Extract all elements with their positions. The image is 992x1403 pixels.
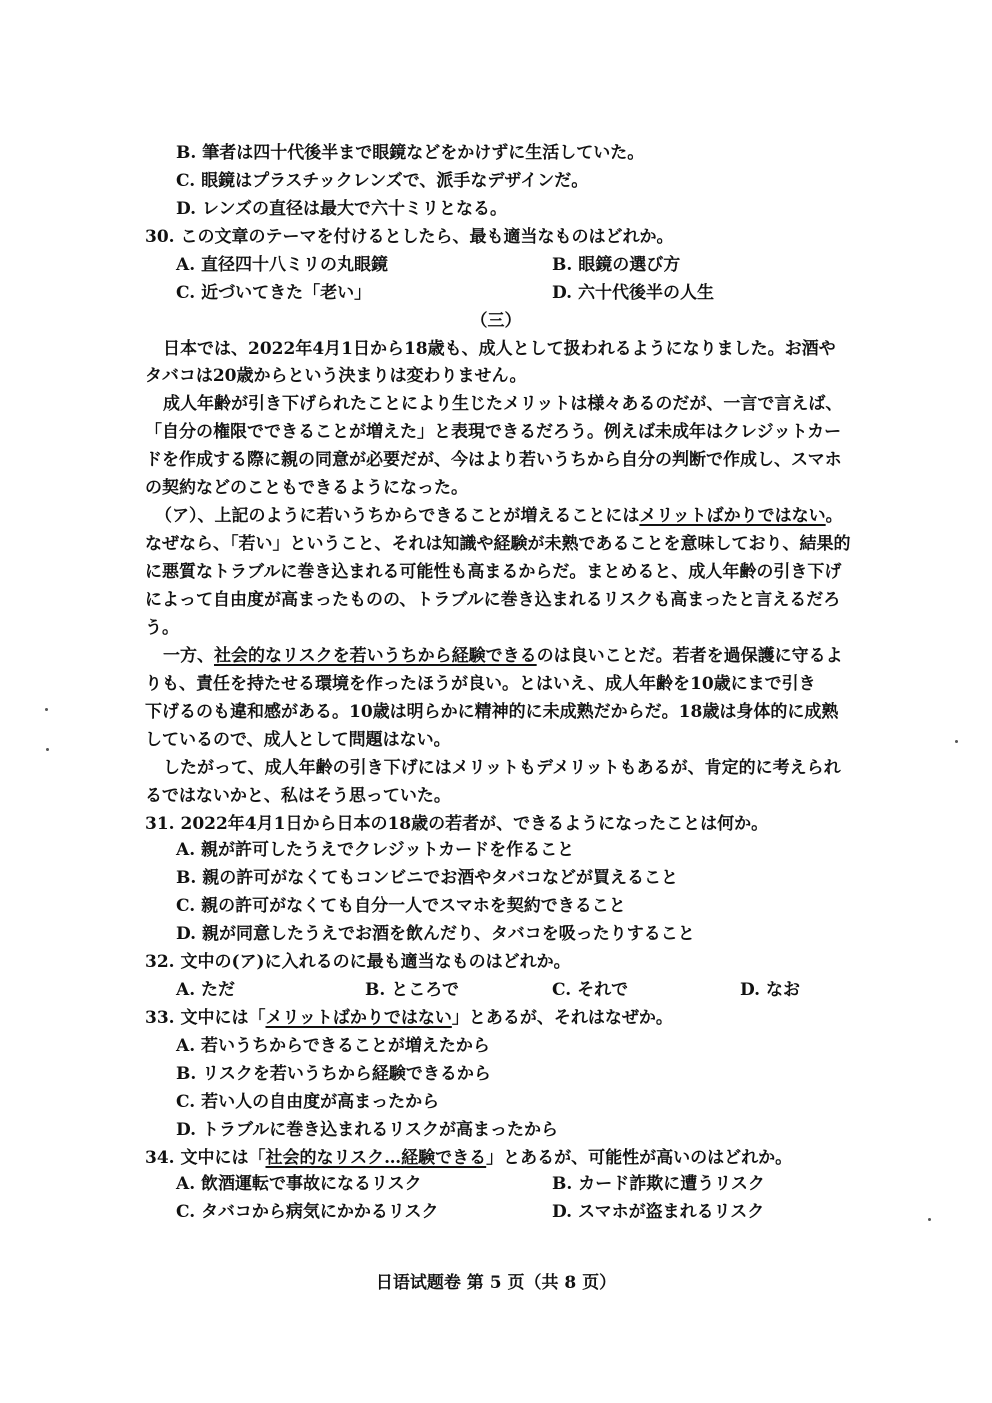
page-footer: 日语试题卷 第 5 页（共 8 页） [375, 1273, 617, 1293]
section-heading: （三） [470, 311, 522, 331]
scan-speck [46, 748, 49, 751]
q34-option-a: A. 飲酒運転で事故になるリスク [176, 1174, 422, 1194]
q30-option-b: B. 眼鏡の選び方 [552, 255, 681, 275]
exam-page: B. 筆者は四十代後半まで眼鏡などをかけずに生活していた。 C. 眼鏡はプラスチックレンズで、派手なデザインだ。 D. レンズの直径は最大で六十ミリとなる。 30. この文章のテーマを付けるとしたら、最も適当なものはどれか。 A. 直径四十八ミリの丸眼鏡 B. 眼鏡の選び方 C. 近づいてきた「老い」 D. 六十代後半の人生 （三） 日本では、2022年4月1日から18歳も、成人として扱われるようになりました。お酒や タバコは20歳からという決まりは変わりません。 成人年齢が引き下げられたことにより生じたメリットは様々あるのだが、一言で言えば、 「自分の権限でできることが増えた」と表現できるだろう。例えば未成年はクレジットカー ドを作成する際に親の同意が必要だが、今はより若いうちから自分の判断で作成し、スマホ の契約などのこともできるようになった。 （ア）、上記のように若いうちからできることが増えることにはメリットばかりではない。 なぜなら、「若い」ということ、それは知識や経験が未熟であることを意味しており、結果的 に悪質なトラブルに巻き込まれる可能性も高まるからだ。まとめると、成人年齢の引き下げ によって自由度が高まったものの、トラブルに巻き込まれるリスクも高まったと言えるだろ う。 一方、社会的なリスクを若いうちから経験できるのは良いことだ。若者を過保護に守るよ りも、責任を持たせる環境を作ったほうが良い。とはいえ、成人年齢を10歳にまで引き 下げるのも違和感がある。10歳は明らかに精神的に未成熟だからだ。18歳は身体的に成熟 しているので、成人として問題はない。 したがって、成人年齢の引き下げにはメリットもデメリットもあるが、肯定的に考えられ るではないかと、私はそう思っていた。 31. 2022年4月1日から日本の18歳の若者が、できるようになったことは何か。 A. 親が許可したうえでクレジットカードを作ること B. 親の許可がなくてもコンビニでお酒やタバコなどが買えること C. 親の許可がなくても自分一人でスマホを契約できること D. 親が同意したうえでお酒を飲んだり、タバコを吸ったりすること 32. 文中の(ア)に入れるのに最も適当なものはどれか。 A. ただ B. ところで C. それで D. なお 33. 文中には「メリットばかりではない」とあるが、それはなぜか。 A. 若いうちからできることが増えたから B. リスクを若いうちから経験できるから C. 若い人の自由度が高まったから D. トラブルに巻き込まれるリスクが高まったから 34. 文中には「社会的なリスク…経験できる」とあるが、可能性が高いのはどれか。 A. 飲酒運転で事故になるリスク B. カード詐欺に遭うリスク C. タバコから病気にかかるリスク D. スマホが盗まれるリスク 日语试题卷 第 5 页（共 8 页） [0, 0, 992, 1403]
scan-speck [955, 740, 958, 743]
q32-option-a: A. ただ [176, 980, 236, 1000]
q34-option-c: C. タバコから病気にかかるリスク [176, 1202, 439, 1222]
q32-option-d: D. なお [740, 980, 800, 1000]
underlined-phrase: 社会的なリスク…経験できる [265, 1148, 487, 1168]
scan-speck [928, 1218, 931, 1221]
q30-option-d: D. 六十代後半の人生 [552, 283, 714, 303]
q34-option-b: B. カード詐欺に遭うリスク [552, 1174, 765, 1194]
underlined-phrase: 社会的なリスクを若いうちから経験できる [214, 646, 537, 666]
q30-option-a: A. 直径四十八ミリの丸眼鏡 [176, 255, 389, 275]
underlined-phrase: メリットばかりではない [265, 1008, 452, 1028]
q30-option-c: C. 近づいてきた「老い」 [176, 283, 372, 303]
scan-speck [45, 708, 48, 711]
underlined-phrase: メリットばかりではない [639, 506, 826, 526]
q34-option-d: D. スマホが盗まれるリスク [552, 1202, 765, 1222]
q32-option-b: B. ところで [365, 980, 460, 1000]
q32-option-c: C. それで [552, 980, 629, 1000]
